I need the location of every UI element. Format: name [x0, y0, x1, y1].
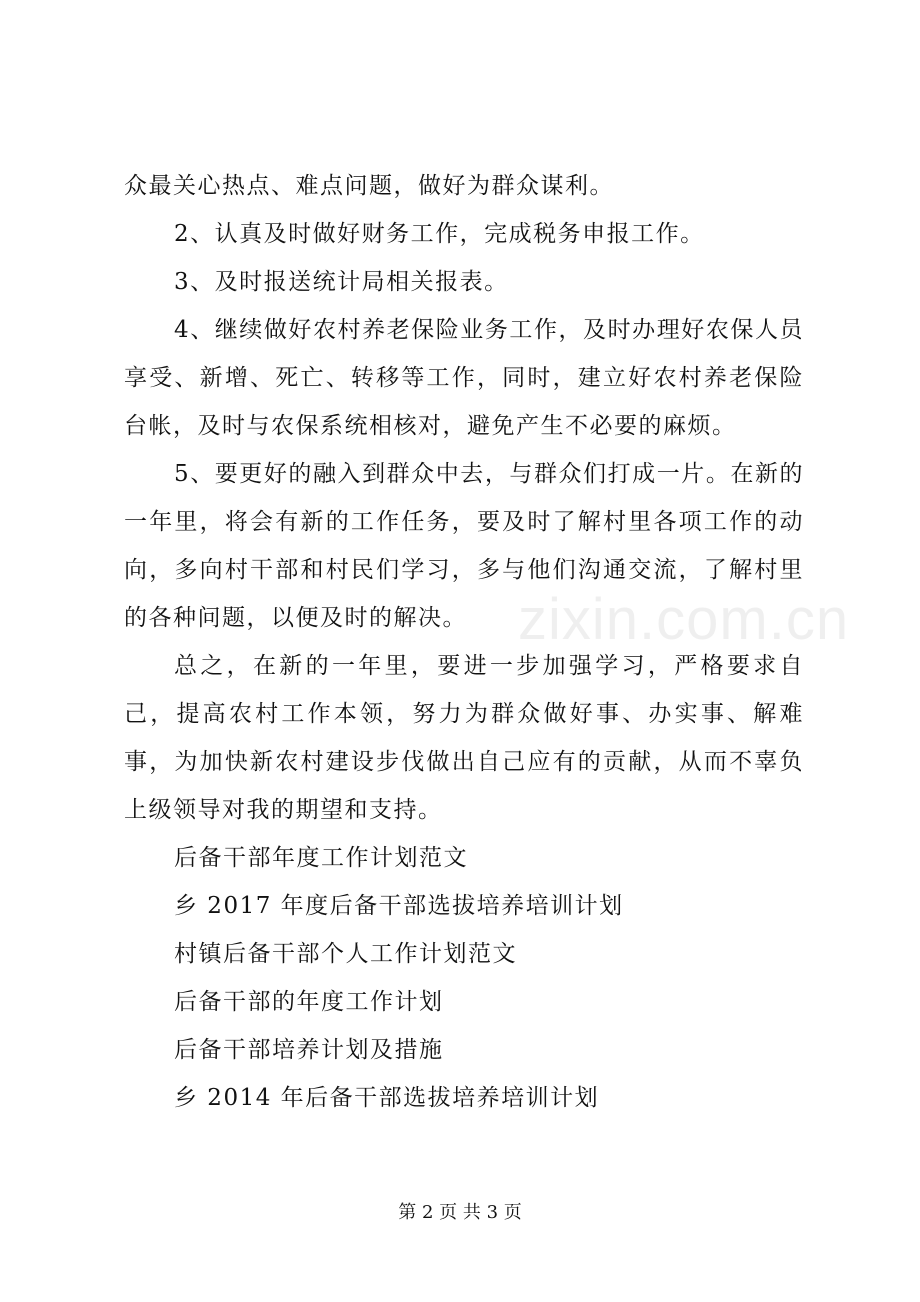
paragraph-continuation: 众最关心热点、难点问题，做好为群众谋利。 — [124, 173, 614, 199]
related-link[interactable]: 后备干部年度工作计划范文 — [174, 845, 468, 871]
watermark: zixin.com.cn — [518, 587, 850, 652]
document-body — [124, 162, 804, 1122]
related-links-list — [124, 834, 804, 1122]
related-link[interactable]: 村镇后备干部个人工作计划范文 — [174, 941, 517, 967]
paragraph-item-3: 3、及时报送统计局相关报表。 — [174, 269, 509, 295]
related-link[interactable]: 乡 2014 年后备干部选拔培养培训计划 — [174, 1085, 600, 1111]
paragraph-item-5: 5、要更好的融入到群众中去，与群众们打成一片。在新的一年里，将会有新的工作任务，要及时了解村里各项工作的动向，多向村干部和村民们学习，多与他们沟通交流，了解村里的各种问题，以便及时的解决。 — [124, 461, 804, 631]
paragraph-item-4: 4、继续做好农村养老保险业务工作，及时办理好农保人员享受、新增、死亡、转移等工作，同时，建立好农村养老保险台帐，及时与农保系统相核对，避免产生不必要的麻烦。 — [124, 317, 804, 439]
paragraph-item-2: 2、认真及时做好财务工作，完成税务申报工作。 — [174, 221, 705, 247]
related-link[interactable]: 后备干部的年度工作计划 — [174, 989, 444, 1015]
related-link[interactable]: 乡 2017 年度后备干部选拔培养培训计划 — [174, 893, 624, 919]
page-footer: 第 2 页 共 3 页 — [398, 1202, 522, 1223]
related-link[interactable]: 后备干部培养计划及措施 — [174, 1037, 444, 1063]
paragraph-summary: 总之，在新的一年里，要进一步加强学习，严格要求自己，提高农村工作本领，努力为群众做好事、办实事、解难事，为加快新农村建设步伐做出自己应有的贡献，从而不辜负上级领导对我的期望和支持。 — [124, 653, 804, 823]
